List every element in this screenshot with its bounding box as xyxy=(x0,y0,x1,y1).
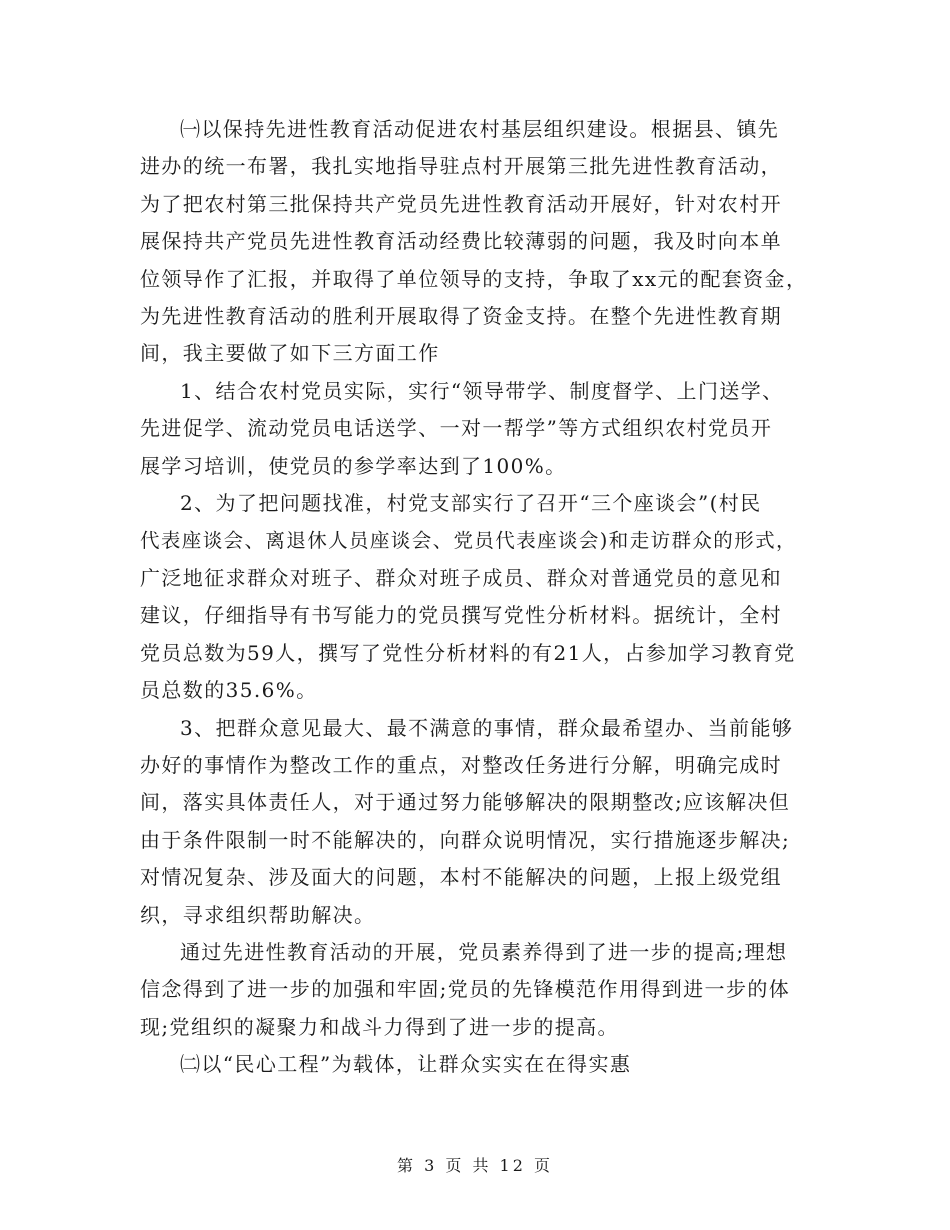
text-line: 为了把农村第三批保持共产党员先进性教育活动开展好，针对农村开 xyxy=(140,191,782,216)
document-body xyxy=(140,111,812,1084)
text-line: 间，我主要做了如下三方面工作 xyxy=(140,341,440,366)
text-line: 1、结合农村党员实际，实行“领导带学、制度督学、上门送学、 xyxy=(180,378,784,403)
text-line: 建议，仔细指导有书写能力的党员撰写党性分析材料。据统计，全村 xyxy=(140,603,782,628)
text-line: 位领导作了汇报，并取得了单位领导的支持，争取了xx元的配套资金， xyxy=(140,266,808,291)
paragraph-2 xyxy=(140,373,812,485)
paragraph-1 xyxy=(140,111,812,373)
text-line: 展学习培训，使党员的参学率达到了100%。 xyxy=(140,453,567,478)
paragraph-5 xyxy=(140,934,812,1046)
text-line: 通过先进性教育活动的开展，党员素养得到了进一步的提高;理想 xyxy=(180,939,788,964)
text-line: 展保持共产党员先进性教育活动经费比较薄弱的问题，我及时向本单 xyxy=(140,229,782,254)
text-line: 现;党组织的凝聚力和战斗力得到了进一步的提高。 xyxy=(140,1014,619,1039)
paragraph-3 xyxy=(140,485,812,709)
text-line: 办好的事情作为整改工作的重点，对整改任务进行分解，明确完成时 xyxy=(140,752,782,777)
text-line: 进办的统一布署，我扎实地指导驻点村开展第三批先进性教育活动， xyxy=(140,154,782,179)
text-line: 间，落实具体责任人，对于通过努力能够解决的限期整改;应该解决但 xyxy=(140,790,791,815)
text-line: 织，寻求组织帮助解决。 xyxy=(140,902,376,927)
text-line: 代表座谈会、离退休人员座谈会、党员代表座谈会)和走访群众的形式， xyxy=(140,529,797,553)
text-line: ㈡以“民心工程”为载体，让群众实实在在得实惠 xyxy=(180,1052,632,1077)
text-line: 信念得到了进一步的加强和牢固;党员的先锋模范作用得到进一步的体 xyxy=(140,977,791,1002)
paragraph-4 xyxy=(140,710,812,934)
text-line: 员总数的35.6%。 xyxy=(140,678,318,703)
text-line: 先进促学、流动党员电话送学、一对一帮学”等方式组织农村党员开 xyxy=(140,416,773,441)
text-line: 为先进性教育活动的胜利开展取得了资金支持。在整个先进性教育期 xyxy=(140,304,782,329)
text-line: ㈠以保持先进性教育活动促进农村基层组织建设。根据县、镇先 xyxy=(180,117,780,141)
text-line: 3、把群众意见最大、最不满意的事情，群众最希望办、当前能够 xyxy=(180,715,794,740)
text-line: 由于条件限制一时不能解决的，向群众说明情况，实行措施逐步解决; xyxy=(140,827,791,852)
text-line: 广泛地征求群众对班子、群众对班子成员、群众对普通党员的意见和 xyxy=(140,565,782,590)
text-line: 2、为了把问题找准，村党支部实行了召开“三个座谈会”(村民 xyxy=(180,491,762,516)
text-line: 对情况复杂、涉及面大的问题，本村不能解决的问题，上报上级党组 xyxy=(140,865,782,890)
paragraph-6 xyxy=(140,1046,812,1083)
page-number-footer: 第 3 页 共 12 页 xyxy=(397,1156,553,1175)
text-line: 党员总数为59人，撰写了党性分析材料的有21人，占参加学习教育党 xyxy=(140,640,796,665)
